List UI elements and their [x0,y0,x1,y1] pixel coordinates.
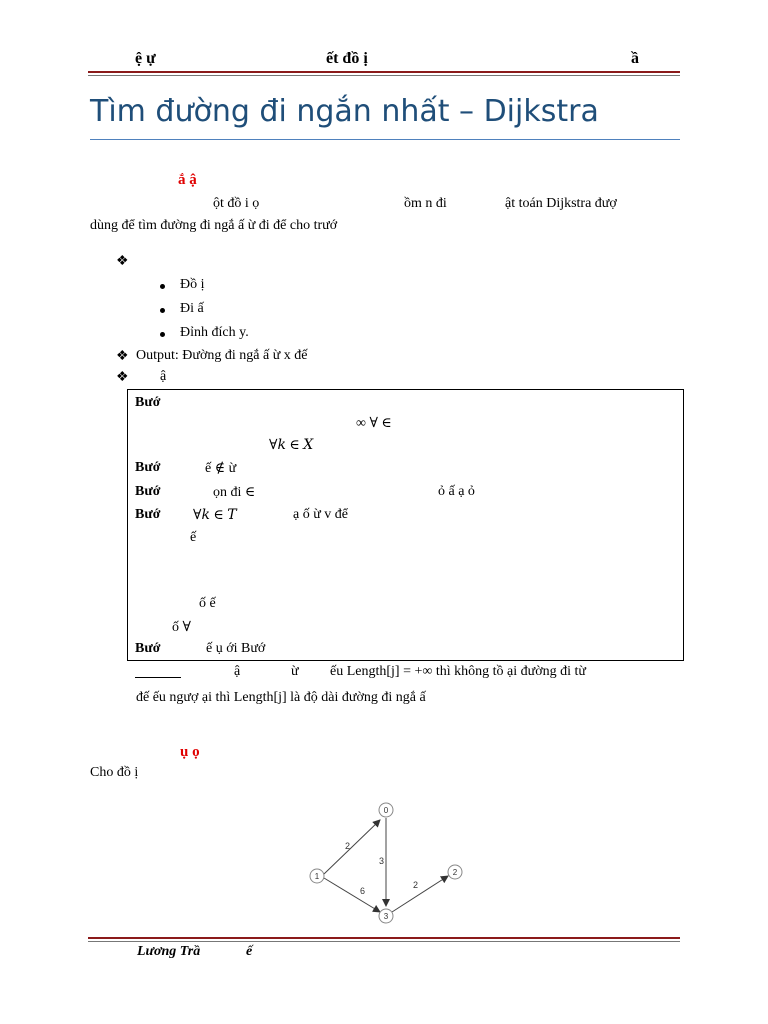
graph-edge [392,876,448,912]
graph-node-label: 3 [383,912,389,921]
footer-author-b: ế [246,944,253,959]
graph-node-label: 0 [383,806,389,815]
conclusion-line1-a: ậ [234,664,241,679]
algo-step4: Bướ [135,507,161,522]
diamond-bullet-icon: ❖ [116,254,129,269]
algo-step4-math: ∀𝑘 ∈ 𝑇 [193,508,237,523]
bullet-icon [160,284,165,289]
header-rule-bottom [88,75,680,76]
algo-step4-line4: ố ∀ [172,620,191,635]
conclusion-line1-c: ếu Length[j] = +∞ thì không tồ ại đường đi từ [330,664,586,679]
graph-figure [300,796,472,930]
bullet-icon [160,332,165,337]
title-underline [90,139,680,140]
section2-intro: Cho đồ ị [90,765,139,780]
graph-node-label: 2 [452,868,458,877]
graph-edge [324,820,380,874]
edge-weight-label: 2 [413,880,419,890]
algo-step3-text: ọn đi ∈ [213,485,256,500]
blank-underline [135,677,181,678]
conclusion-line2: đế ếu ngượ ại thì Length[j] là độ dài đường đi ngắ ấ [136,690,426,705]
algo-step4-line3: ố ế [199,596,216,611]
conclusion-line1-b: ừ [291,664,299,679]
header-center: ết đồ ị [326,50,368,67]
section2-heading: ụ ọ [180,744,200,760]
output-line: Output: Đường đi ngắ ấ ừ x đế [136,348,308,363]
algo-step1: Bướ [135,395,161,410]
diamond-bullet-icon: ❖ [116,370,129,385]
diamond-bullet-icon: ❖ [116,349,129,364]
algo-step4-text: ạ ố ừ v để [293,507,349,522]
algo-step4-line2: ế [190,530,197,545]
header-rule-top [88,71,680,73]
algo-init-line: ∞ ∀ ∈ [356,416,392,431]
algo-step5: Bướ [135,641,161,656]
bullet-icon [160,308,165,313]
input-item-target: Đỉnh đích y. [180,325,249,340]
algo-step2: Bướ [135,460,161,475]
algo-step3: Bướ [135,484,161,499]
input-item-start: Đi ấ [180,301,204,316]
algo-init-math: ∀𝑘 ∈ 𝑋 [269,438,314,453]
section1-para-line1-a: ột đồ i ọ [213,196,260,211]
algorithm-label: ậ [160,369,167,384]
section1-heading: ắ ậ [178,172,197,188]
section1-para-line1-b: ồm n đi [404,196,447,211]
page-title: Tìm đường đi ngắn nhất – Dijkstra [90,94,599,129]
graph-node-label: 1 [314,872,320,881]
edge-weight-label: 6 [360,886,366,896]
edge-weight-label: 2 [345,841,351,851]
algo-step3-tail: ỏ ấ ạ ỏ [438,484,475,499]
header-right: ầ [631,50,639,67]
header-left: ệ ự [135,50,156,67]
section1-para-line1-c: ật toán Dijkstra đượ [505,196,617,211]
algorithm-box [127,389,684,661]
algo-step2-text: ế ∉ ừ [205,461,237,476]
input-item-graph: Đồ ị [180,277,205,292]
graph-edge [324,878,380,912]
footer-rule-top [88,937,680,939]
algo-step5-text: ế ụ ới Bướ [206,641,266,656]
section1-para-line2: dùng để tìm đường đi ngắ ấ ừ đi để cho trướ [90,218,338,233]
edge-weight-label: 3 [379,856,385,866]
footer-author-a: Lương Trầ [137,944,201,959]
footer-rule-bottom [88,941,680,942]
